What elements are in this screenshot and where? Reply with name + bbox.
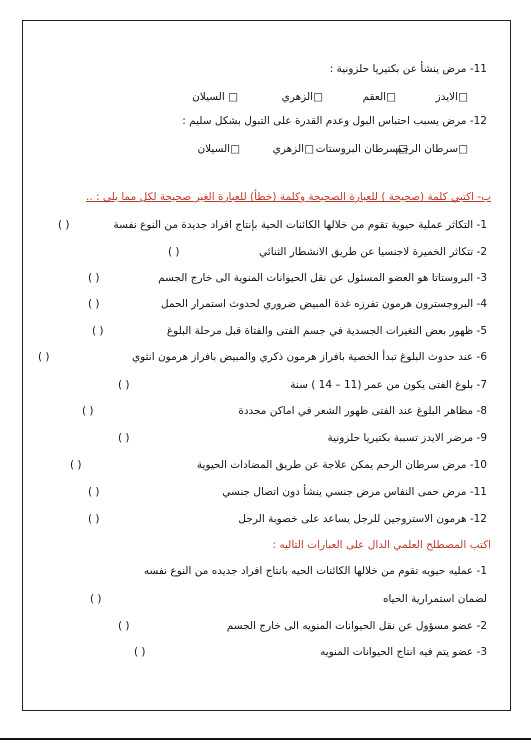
tf-item-8: 8- مظاهر البلوغ عند الفتى ظهور الشعر في اماكن محددة: [238, 405, 487, 417]
answer-blank-10[interactable]: ( ): [70, 459, 82, 471]
tf-item-7: 7- بلوغ الفتى يكون من عمر (11 – 14 ) سنة: [290, 379, 487, 391]
tf-item-9: 9- مرضر الايدز تسببة بكتيريا حلزونية: [327, 432, 487, 444]
term-item-2: 2- عضو مسؤول عن نقل الحيوانات المنويه الى خارج الجسم: [226, 620, 487, 632]
answer-blank-3[interactable]: ( ): [88, 272, 100, 284]
option-syphilis-2[interactable]: □الزهري: [272, 143, 314, 155]
term-blank-2[interactable]: ( ): [118, 620, 130, 632]
tf-item-5: 5- ظهور بعض التغيرات الجسدية في جسم الفتى والفتاة قبل مرحلة البلوغ: [166, 325, 487, 337]
option-gonorrhea-2[interactable]: □السيلان: [197, 143, 240, 155]
answer-blank-11[interactable]: ( ): [88, 486, 100, 498]
tf-item-6: 6- عند حدوث البلوغ تبدأ الخصية بافراز هرمون ذكري والمبيض بافراز هرمون انثوي: [131, 351, 487, 363]
answer-blank-4[interactable]: ( ): [88, 298, 100, 310]
option-syphilis[interactable]: □الزهري: [281, 91, 323, 103]
term-item-3: 3- عضو يتم فيه انتاج الحيوانات المنويه: [320, 646, 487, 658]
term-item-1-line-1: 1- عمليه حيويه تقوم من خلالها الكائنات الحيه بانتاج افراد جديده من النوع نفسه: [143, 565, 487, 577]
answer-blank-7[interactable]: ( ): [118, 379, 130, 391]
section-c-heading: اكتب المصطلح العلمي الدال على العبارات التاليه :: [272, 539, 491, 551]
answer-blank-1[interactable]: ( ): [58, 219, 70, 231]
answer-blank-8[interactable]: ( ): [82, 405, 94, 417]
term-blank-3[interactable]: ( ): [134, 646, 146, 658]
tf-item-12: 12- هرمون الاستروجين للرجل يساعد على خصوبة الرجل: [238, 513, 487, 525]
term-blank-1[interactable]: ( ): [90, 593, 102, 605]
option-uterine-cancer[interactable]: □سرطان الرحم: [395, 143, 468, 155]
option-aids[interactable]: □الايدز: [435, 91, 468, 103]
question-11: 11- مرض ينشأ عن بكتيريا حلزونية :: [329, 63, 487, 75]
option-gonorrhea[interactable]: □ السيلان: [192, 91, 238, 103]
section-b-heading: ب- اكتبي كلمة (صحيحة ) للعبارة الصحيحة وكلمة (خطأ) للعبارة الغير صحيحة لكل مما يلي : ..: [85, 191, 491, 203]
tf-item-3: 3- البروستاتا هو العضو المسئول عن نقل الحيوانات المنوية الى خارج الجسم: [158, 272, 487, 284]
tf-item-10: 10- مرض سرطان الرحم يمكن علاجة عن طريق المضادات الحيوية: [196, 459, 487, 471]
question-12: 12- مرض يسبب احتباس البول وعدم القدرة على التبول بشكل سليم :: [182, 115, 487, 127]
tf-item-4: 4- البروجسترون هرمون تفرزه غدة المبيض ضروري لحدوث استمرار الحمل: [160, 298, 487, 310]
question-12-options: [180, 142, 468, 156]
answer-blank-12[interactable]: ( ): [88, 513, 100, 525]
option-prostate-cancer[interactable]: □سرطان البروستات: [315, 143, 408, 155]
tf-item-2: 2- تتكاثر الخميرة لاجنسيا عن طريق الانشطار الثنائي: [259, 246, 487, 258]
tf-item-11: 11- مرض حمى النفاس مرض جنسي ينشأ دون اتصال جنسي: [222, 486, 487, 498]
question-11-options: [180, 90, 468, 104]
option-infertility[interactable]: □العقم: [362, 91, 396, 103]
answer-blank-5[interactable]: ( ): [92, 325, 104, 337]
answer-blank-2[interactable]: ( ): [168, 246, 180, 258]
answer-blank-9[interactable]: ( ): [118, 432, 130, 444]
bottom-rule: [0, 738, 531, 740]
tf-item-1: 1- التكاثر عملية حيوية تقوم من خلالها الكائنات الحية بإنتاج افراد جديدة من النوع نفسة: [113, 219, 487, 231]
answer-blank-6[interactable]: ( ): [38, 351, 50, 363]
term-item-1-line-2: لضمان استمرارية الحياه: [382, 593, 487, 605]
